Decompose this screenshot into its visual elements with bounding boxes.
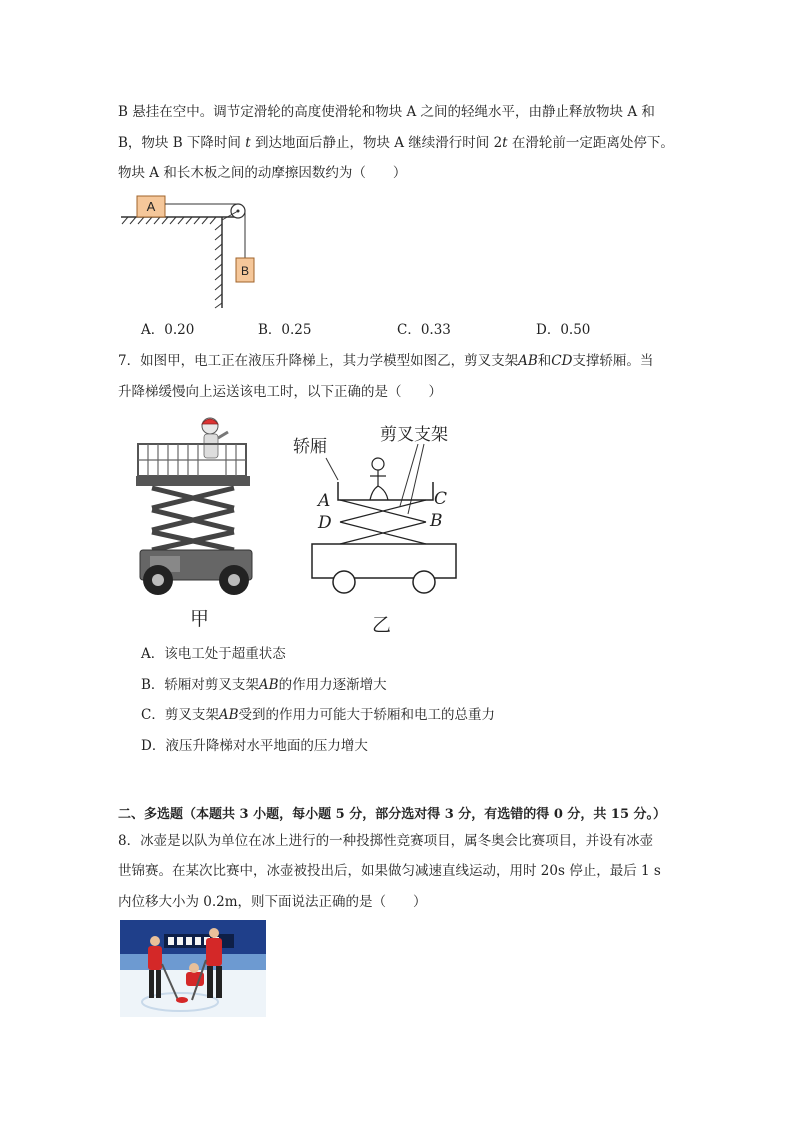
q7-option-b[interactable] — [141, 675, 387, 695]
q6-pulley-diagram — [118, 190, 258, 312]
q6-option-c[interactable]: C．0.33 — [397, 322, 451, 338]
q7-line1-part-b: 和 — [537, 353, 552, 369]
q8-text-line-3: 内位移大小为 0.2m，则下面说法正确的是（ ） — [118, 894, 427, 910]
q8-text-line-2: 世锦赛。在某次比赛中，冰壶被投出后，如果做匀减速直线运动，用时 20s 停止，最后 1 s — [118, 863, 661, 879]
section-2-heading: 二、多选题（本题共 3 小题，每小题 5 分，部分选对得 3 分，有选错的得 0 分，共 15 分。） — [118, 807, 667, 822]
q6-line2-part-c: 在滑轮前一定距离处停下。 — [507, 135, 674, 151]
q7-text-line-1 — [118, 351, 653, 371]
label-jiancha: 剪叉支架 — [380, 425, 448, 445]
q6-line2-part-b: 到达地面后静止，物块 A 继续滑行时间 2 — [250, 135, 503, 151]
q6-line2-part-a: B，物块 B 下降时间 — [118, 135, 246, 151]
block-b-label: B — [240, 264, 250, 278]
q6-text-line-3: 物块 A 和长木板之间的动摩擦因数约为（ ） — [118, 165, 407, 181]
q7-option-c[interactable] — [141, 705, 495, 725]
label-jiaoxiang: 轿厢 — [293, 437, 327, 457]
mechanical-model-diagram — [288, 418, 468, 608]
q7-var-cd: CD — [551, 353, 573, 369]
q7-optc-var-ab: AB — [218, 707, 239, 723]
q6-option-d[interactable]: D．0.50 — [536, 322, 591, 338]
point-c-label: C — [434, 489, 448, 509]
q7-var-ab: AB — [518, 353, 538, 369]
caption-jia: 甲 — [190, 608, 210, 630]
block-a-label: A — [146, 199, 156, 214]
q7-line1-part-c: 支撑轿厢。当 — [572, 353, 654, 369]
scissor-lift-photo — [126, 412, 260, 602]
point-d-label: D — [318, 513, 332, 533]
q7-text-line-2: 升降梯缓慢向上运送该电工时，以下正确的是（ ） — [118, 384, 442, 400]
q6-text-line-2 — [118, 133, 674, 153]
q6-text-line-1: B 悬挂在空中。调节定滑轮的高度使滑轮和物块 A 之间的轻绳水平，由静止释放物块 A 和 — [118, 104, 655, 120]
q7-optb-var-ab: AB — [258, 677, 279, 693]
q8-text-line-1: 8．冰壶是以队为单位在冰上进行的一种投掷性竞赛项目，属冬奥会比赛项目，并设有冰壶 — [118, 833, 654, 849]
q7-line1-part-a: 7．如图甲，电工正在液压升降梯上，其力学模型如图乙，剪叉支架 — [118, 353, 519, 369]
q7-option-a[interactable]: A．该电工处于超重状态 — [141, 646, 286, 662]
point-a-label: A — [318, 491, 331, 511]
q6-var-t2: t — [502, 135, 508, 151]
q7-optc-part-a: C．剪叉支架 — [141, 707, 219, 723]
q6-option-a[interactable]: A．0.20 — [141, 322, 195, 338]
q7-optc-part-b: 受到的作用力可能大于轿厢和电工的总重力 — [238, 707, 496, 723]
q6-var-t: t — [245, 135, 251, 151]
q6-option-b[interactable]: B．0.25 — [258, 322, 312, 338]
q7-optb-part-b: 的作用力逐渐增大 — [278, 677, 387, 693]
point-b-label: B — [430, 511, 443, 531]
caption-yi: 乙 — [372, 614, 392, 636]
curling-photo — [120, 920, 266, 1017]
q7-option-d[interactable]: D．液压升降梯对水平地面的压力增大 — [141, 738, 368, 754]
q7-optb-part-a: B．轿厢对剪叉支架 — [141, 677, 259, 693]
